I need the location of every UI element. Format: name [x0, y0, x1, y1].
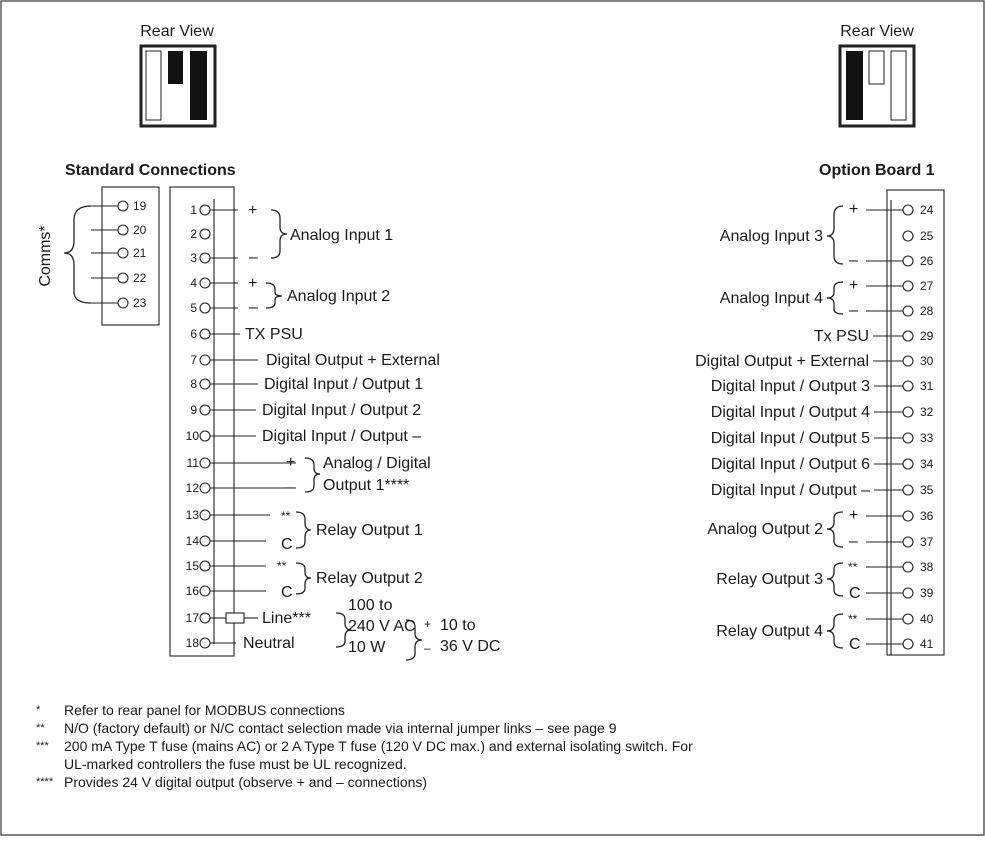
comms-terminal-20: 20 [133, 223, 147, 237]
opt-analog-input-4: Analog Input 4 [719, 290, 823, 307]
std-sign-16: C [281, 584, 293, 601]
opt-terminal-24: 24 [920, 203, 934, 217]
std-ac-line3: 10 W [348, 639, 386, 656]
comms-block [37, 187, 159, 325]
opt-terminal-31: 31 [920, 379, 934, 393]
std-terminal-3: 3 [190, 251, 197, 265]
std-sign-13: ** [281, 509, 291, 523]
std-sign-11: + [286, 454, 296, 471]
rear-view-left-label: Rear View [140, 23, 214, 40]
std-analog-digital-out-line1: Analog / Digital [323, 455, 431, 472]
std-terminal-1: 1 [190, 203, 197, 217]
rear-view-left-icon [141, 46, 215, 126]
opt-relay-output-4: Relay Output 4 [716, 623, 823, 640]
opt-dio-minus: Digital Input / Output – [710, 482, 870, 499]
comms-label: Comms* [37, 225, 54, 287]
std-relay-output-1: Relay Output 1 [316, 522, 423, 539]
std-terminal-16: 16 [185, 584, 199, 598]
opt-terminal-27: 27 [920, 279, 934, 293]
footnote-text: N/O (factory default) or N/C contact selection made via internal jumper links – see page 9 [64, 720, 617, 736]
fuse-symbol [226, 613, 244, 623]
std-terminal-7: 7 [190, 353, 197, 367]
std-terminal-17: 17 [185, 611, 199, 625]
opt-sign-27: + [849, 277, 859, 294]
opt-terminal-26: 26 [920, 254, 934, 268]
opt-sign-40: ** [848, 612, 858, 626]
std-analog-digital-out-line2: Output 1**** [323, 477, 410, 494]
opt-digital-output-ext: Digital Output + External [695, 353, 869, 370]
opt-sign-28: – [849, 302, 858, 319]
std-dio-minus: Digital Input / Output – [262, 428, 422, 445]
footnote [36, 755, 956, 773]
opt-terminal-35: 35 [920, 483, 934, 497]
opt-terminal-41: 41 [920, 637, 934, 651]
std-terminal-6: 6 [190, 327, 197, 341]
footnote-symbol: *** [36, 740, 49, 752]
opt-sign-41: C [849, 636, 861, 653]
opt-terminal-30: 30 [920, 354, 934, 368]
opt-terminal-38: 38 [920, 560, 934, 574]
std-sign-3: – [249, 249, 258, 266]
std-dc-minus: – [424, 641, 431, 655]
std-ac-line1: 100 to [348, 597, 393, 614]
std-terminal-10: 10 [185, 429, 199, 443]
std-terminal-2: 2 [190, 227, 197, 241]
opt-terminal-34: 34 [920, 457, 934, 471]
footnote-symbol [36, 755, 64, 773]
footnote-text: Refer to rear panel for MODBUS connections [64, 702, 345, 718]
standard-connections-title: Standard Connections [65, 162, 236, 179]
opt-dio-5: Digital Input / Output 5 [710, 430, 870, 447]
opt-sign-38: ** [848, 560, 858, 574]
comms-terminal-23: 23 [133, 296, 147, 310]
opt-sign-39: C [849, 585, 861, 602]
rear-view-right-icon [840, 46, 914, 126]
std-sign-15: ** [277, 559, 287, 573]
opt-tx-psu: Tx PSU [813, 328, 869, 345]
opt-sign-37: – [849, 533, 858, 550]
opt-terminal-25: 25 [920, 229, 934, 243]
std-terminal-18: 18 [185, 636, 199, 650]
std-relay-output-2: Relay Output 2 [316, 570, 423, 587]
standard-terminal-block [170, 187, 500, 660]
std-neutral: Neutral [243, 635, 295, 652]
opt-terminal-39: 39 [920, 586, 934, 600]
std-ac-line2: 240 V AC [348, 618, 416, 635]
std-tx-psu: TX PSU [245, 326, 303, 343]
opt-analog-output-2: Analog Output 2 [707, 521, 823, 538]
std-terminal-11: 11 [186, 456, 199, 470]
std-dc-line2: 36 V DC [440, 638, 501, 655]
footnote [36, 737, 956, 755]
std-terminal-9: 9 [190, 403, 197, 417]
std-line: Line*** [262, 610, 311, 627]
std-dc-plus: + [424, 617, 432, 631]
opt-terminal-36: 36 [920, 509, 934, 523]
std-terminal-14: 14 [185, 534, 199, 548]
std-dio-1: Digital Input / Output 1 [264, 376, 424, 393]
std-sign-12: – [286, 479, 295, 496]
opt-dio-4: Digital Input / Output 4 [710, 404, 870, 421]
opt-dio-6: Digital Input / Output 6 [710, 456, 870, 473]
footnote-symbol: * [36, 704, 41, 716]
option-board-title: Option Board 1 [819, 162, 935, 179]
std-terminal-4: 4 [190, 276, 197, 290]
opt-terminal-33: 33 [920, 431, 934, 445]
footnote-text: Provides 24 V digital output (observe + and – connections) [64, 774, 428, 790]
footnote-text: 200 mA Type T fuse (mains AC) or 2 A Type T fuse (120 V DC max.) and external isolating switch. For [64, 738, 693, 754]
opt-terminal-29: 29 [920, 329, 934, 343]
opt-sign-26: – [849, 252, 858, 269]
std-analog-input-2: Analog Input 2 [287, 288, 391, 305]
comms-terminal-19: 19 [133, 199, 147, 213]
std-terminal-8: 8 [190, 377, 197, 391]
std-sign-14: C [281, 536, 293, 553]
footnote-text: UL-marked controllers the fuse must be UL recognized. [64, 756, 407, 772]
footnote [36, 773, 956, 791]
rear-view-right-label: Rear View [840, 23, 914, 40]
opt-dio-3: Digital Input / Output 3 [710, 378, 870, 395]
std-digital-output-ext: Digital Output + External [266, 352, 440, 369]
std-dio-2: Digital Input / Output 2 [262, 402, 422, 419]
opt-terminal-40: 40 [920, 612, 934, 626]
opt-relay-output-3: Relay Output 3 [716, 571, 823, 588]
comms-terminal-21: 21 [133, 246, 147, 260]
std-dc-line1: 10 to [440, 617, 476, 634]
option-terminal-block [695, 190, 944, 655]
footnote-symbol: **** [36, 776, 54, 788]
std-terminal-13: 13 [185, 508, 199, 522]
footnotes [36, 701, 956, 791]
opt-sign-36: + [849, 507, 859, 524]
std-terminal-15: 15 [185, 559, 199, 573]
footnote [36, 701, 956, 719]
std-analog-input-1: Analog Input 1 [290, 227, 394, 244]
opt-terminal-28: 28 [920, 304, 934, 318]
std-sign-5: – [249, 299, 258, 316]
opt-analog-input-3: Analog Input 3 [719, 228, 823, 245]
footnote [36, 719, 956, 737]
std-terminal-12: 12 [185, 481, 199, 495]
footnote-symbol: ** [36, 722, 45, 734]
comms-terminal-22: 22 [133, 271, 147, 285]
opt-sign-24: + [849, 201, 859, 218]
opt-terminal-32: 32 [920, 405, 934, 419]
opt-terminal-37: 37 [920, 535, 934, 549]
std-sign-4: + [248, 275, 258, 292]
std-sign-1: + [248, 202, 258, 219]
std-terminal-5: 5 [190, 301, 197, 315]
